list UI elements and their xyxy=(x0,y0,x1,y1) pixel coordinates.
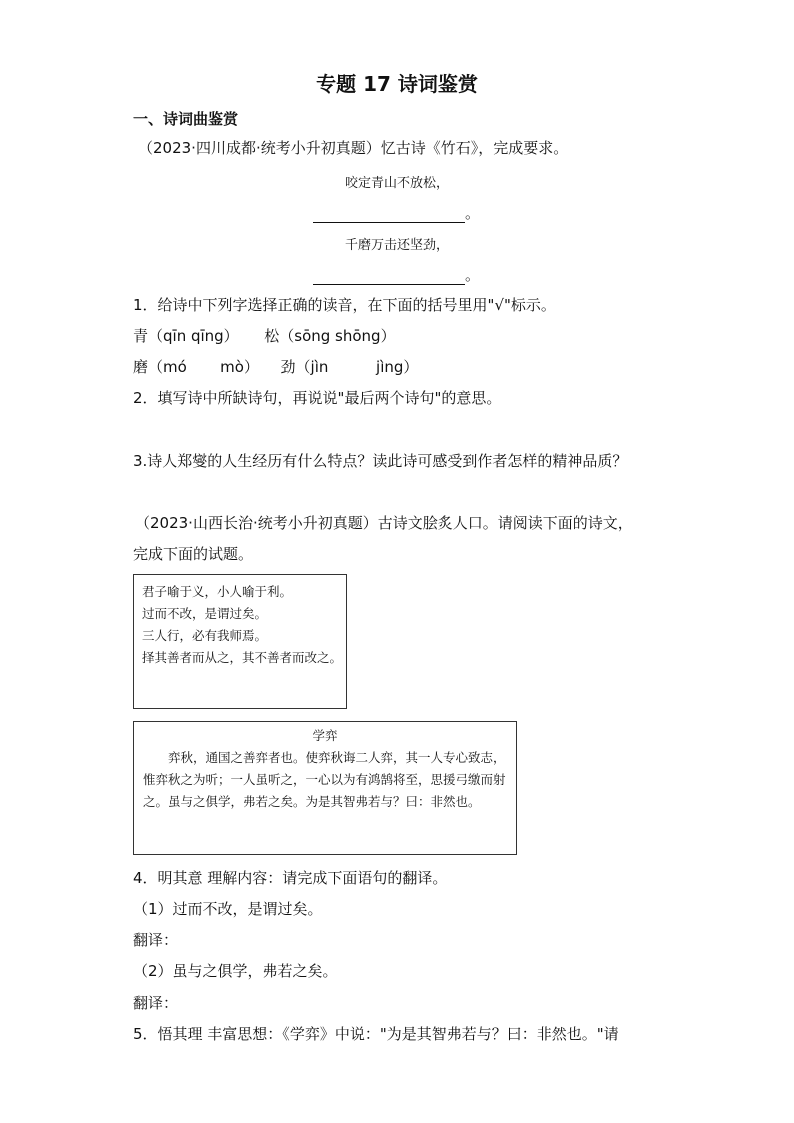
question-4-2: （2）虽与之俱学，弗若之矣。 xyxy=(133,962,338,980)
section-heading: 一、诗词曲鉴赏 xyxy=(133,110,239,128)
quote-line: 过而不改，是谓过矣。 xyxy=(142,606,268,621)
question-3: 3.诗人郑燮的人生经历有什么特点？读此诗可感受到作者怎样的精神品质？ xyxy=(133,452,628,470)
quote-lines xyxy=(142,581,342,669)
question-4: 4．明其意 理解内容：请完成下面语句的翻译。 xyxy=(133,869,448,887)
poem-blank-line-2 xyxy=(313,202,480,223)
poem-line-1: 咬定青山不放松， xyxy=(344,176,449,191)
quote-line: 三人行，必有我师焉。 xyxy=(142,628,268,643)
question-intro-1: （2023·四川成都·统考小升初真题）忆古诗《竹石》，完成要求。 xyxy=(138,139,569,157)
fill-blank[interactable] xyxy=(313,206,465,223)
translate-label-2: 翻译： xyxy=(133,994,179,1012)
page-title: 专题 17 诗词鉴赏 xyxy=(316,72,478,96)
blank-period: 。 xyxy=(465,266,481,284)
question-5: 5．悟其理 丰富思想：《学弈》中说："为是其智弗若与？曰：非然也。"请 xyxy=(133,1025,619,1043)
xueyi-passage-box xyxy=(133,721,517,855)
passage-text: 弈秋，通国之善弈者也。使弈秋诲二人弈，其一人专心致志，惟弈秋之为听；一人虽听之，一心以为有鸿鹄将至，思援弓缴而射之。虽与之俱学，弗若之矣。为是其智弗若与？曰：非然也。 xyxy=(143,750,506,809)
question-2: 2．填写诗中所缺诗句，再说说"最后两个诗句"的意思。 xyxy=(133,389,502,407)
quote-line: 择其善者而从之，其不善者而改之。 xyxy=(142,650,343,665)
question-4-1: （1）过而不改，是谓过矣。 xyxy=(133,900,323,918)
blank-period: 。 xyxy=(465,204,481,222)
pinyin-row-1 xyxy=(133,326,396,346)
quote-line: 君子喻于义，小人喻于利。 xyxy=(142,584,293,599)
pinyin-choice-mo: 磨（mó mò） xyxy=(133,358,259,376)
passage-title: 学弈 xyxy=(312,728,338,743)
translate-label-1: 翻译： xyxy=(133,931,179,949)
classics-quote-box xyxy=(133,574,347,709)
fill-blank[interactable] xyxy=(313,268,465,285)
poem-line-3: 千磨万击还坚劲， xyxy=(344,238,449,253)
question-intro-2-line-1: （2023·山西长治·统考小升初真题）古诗文脍炙人口。请阅读下面的诗文， xyxy=(135,514,633,532)
poem-blank-line-4 xyxy=(313,264,480,285)
question-1: 1．给诗中下列字选择正确的读音，在下面的括号里用"√"标示。 xyxy=(133,296,556,314)
question-intro-2-line-2: 完成下面的试题。 xyxy=(133,545,254,563)
pinyin-choice-jin: 劲（jìn jìng） xyxy=(280,358,419,376)
pinyin-row-2 xyxy=(133,357,418,377)
pinyin-choice-qing: 青（qīn qīng） xyxy=(133,327,239,345)
pinyin-choice-song: 松（sōng shōng） xyxy=(264,327,396,345)
